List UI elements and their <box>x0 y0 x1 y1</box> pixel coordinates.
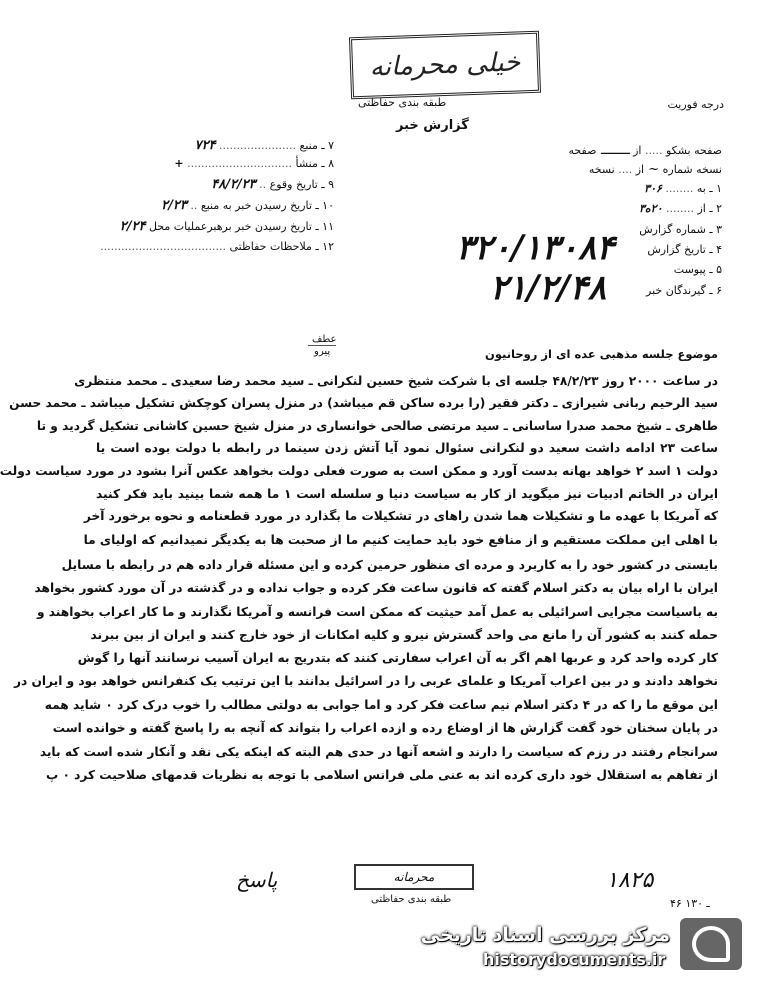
body-line: ایران در الخاتم ادبیات نیز میگوید از کار به سیاست دنیا و سلسله است ۱ ما همه شما بینید باید فکر کنید <box>96 487 718 501</box>
field-copy-end: نسخه <box>588 163 615 176</box>
field-attachment <box>674 263 722 276</box>
history-documents-logo <box>680 918 742 970</box>
field-received-ops-label: ۱۱ ـ تاریخ رسیدن خبر برهبرعملیات محل <box>148 220 334 233</box>
archive-code: ۴۶ ـ ۱۳۰ <box>670 897 710 910</box>
body-line: با اهلی این مملکت مستقیم و از منافع خود باید حمایت کنیم ما از صحبت ها به یکدیگر نمیدانیم که اولیای ما <box>83 533 718 547</box>
handwritten-mark: ـــــــ <box>596 142 630 158</box>
dotted-line: .............................. <box>183 157 292 170</box>
field-recipients-label: ۶ ـ گیرندگان خبر <box>646 284 722 297</box>
field-received-source-label: ۱۰ ـ تاریخ رسیدن خبر به منبع <box>200 199 334 212</box>
dotted-line: .... <box>614 163 633 176</box>
dotted-line: .................................... <box>100 240 226 253</box>
field-received-ops-value: ۲/۲۴ <box>119 219 146 234</box>
field-source <box>98 138 334 153</box>
dotted-line: ........ <box>662 202 694 215</box>
report-title: گزارش خبر <box>396 118 469 133</box>
field-received-source <box>98 198 334 213</box>
handwritten-archive-number: ۱۸۲۵ <box>606 868 654 893</box>
body-line: حمله کنند به کشور آن را مانع می واحد گسترش نیرو و کلیه امکانات از خود خارج کنند و ایران از بین ببرند <box>90 628 718 642</box>
field-to-label: ۱ ـ به <box>696 182 722 195</box>
field-copy-mid: از <box>635 163 645 176</box>
field-page-label: صفحه بشکو <box>665 144 722 157</box>
reference-note: عطف <box>312 334 337 345</box>
field-received-ops <box>98 219 334 234</box>
dotted-line: ..... <box>641 144 663 157</box>
dotted-line: .. <box>186 199 198 212</box>
dotted-line: ........ <box>661 182 694 195</box>
handwritten-report-number: ۳۲۰/۱۳۰۸۴ <box>456 228 615 268</box>
body-line: طاهری ـ شیخ محمد صدرا ساسانی ـ سید مرتضی صالحی خوانساری در منزل شیخ حسین کاشانی تشکیل گردید و تا <box>36 419 718 433</box>
field-from-value: ۲۰ه۳ <box>638 202 663 215</box>
body-line: به باسیاست مجرایی اسرائیلی به عمل آمد حیثیت که ممکن است فرانسه و آمریکا نگذارند و ما کار اعراب بخواهند و <box>36 605 718 619</box>
logo-mark-icon <box>692 926 730 962</box>
body-line: ساعت ۲۳ ادامه داشت سعید دو لنکرانی سئوال نمود آیا آتش زدن سینما در رابطه با دولت بوده است یا <box>96 441 718 455</box>
field-recipients <box>646 284 722 297</box>
field-origin-value: + <box>174 157 184 170</box>
dotted-line: ...................... <box>215 139 296 152</box>
field-security-notes-label: ۱۲ ـ ملاحظات حفاظتی <box>229 240 334 253</box>
field-occurrence-date-label: ۹ ـ تاریخ وقوع <box>269 178 334 191</box>
field-source-label: ۷ ـ منبع <box>299 139 334 152</box>
field-from <box>492 202 722 215</box>
confidential-stamp: محرمانه <box>354 864 474 890</box>
divider <box>308 345 336 346</box>
body-line: این موقع ما را که در ۴ دکتر اسلام نیم ساعت فکر کرد و اما جوابی به دولتی مطالب را خوب درک کرد ۰ شاید همه <box>44 698 718 712</box>
body-line: که آمریکا با عهده ما و تشکیلات هما شدن راهای در تشکیلات ما بگذارد در مورد قطعنامه و نحوه برخورد آخر <box>83 509 718 523</box>
field-received-source-value: ۲/۲۳ <box>161 198 187 213</box>
field-report-number <box>639 223 722 236</box>
field-page-end: صفحه <box>568 144 597 157</box>
center-name: مرکز بررسی اسناد تاریخی <box>420 924 670 946</box>
body-line: سید الرحیم ربانی شیرازی ـ دکتر فقیر (را برده ساکن قم میباشد) در منزل پسران کوچکش تشکیل میباشد ـ محمد حسن <box>9 396 718 410</box>
body-line: کار کرده واحد کرد و عربها اهم اگر به آن اعراب سفارتی کنند که بتدریج به ایران آسیب نرسانند آنها را گوش <box>77 651 718 665</box>
followup-note: پیرو <box>314 346 331 357</box>
footer-classification-label: طبقه بندی حفاظتی <box>371 894 452 905</box>
signature: پاسخ <box>236 868 278 892</box>
field-copy-label: نسخه شماره <box>662 163 722 176</box>
field-copy <box>492 162 722 177</box>
dotted-line: .. <box>255 178 267 191</box>
field-page <box>492 142 722 158</box>
body-line: سرانجام رفتند در رزم که سیاست را دارند و اشعه آنها در حدی هم البته که اینکه یکی نقد و آنکار شده است که باید <box>39 745 718 759</box>
field-security-notes <box>98 240 334 253</box>
field-to <box>492 182 722 195</box>
handwritten-report-date: ۲۱/۲/۴۸ <box>490 268 607 308</box>
top-secret-stamp: خیلی محرمانه <box>349 31 541 100</box>
field-occurrence-date-value: ۴۸/۲/۲۳ <box>211 177 256 192</box>
field-origin-label: ۸ ـ منشأ <box>295 157 334 170</box>
field-report-number-label: ۳ ـ شماره گزارش <box>639 223 722 236</box>
body-line: نخواهد دادند و در بین اعراب آمریکا و علمای عربی را در اسرائیل بدانند با این ترتیب یک کنفرانس خواهد بود و ایران در <box>13 674 718 688</box>
center-url: historydocuments.ir <box>483 950 666 969</box>
field-origin <box>98 157 334 170</box>
field-report-date <box>647 243 722 256</box>
body-line: ایران با اراه بیان به دکتر اسلام گفته که قانون ساعت فکر کرده و جواب نداده و در گذشته در آن مورد کشور بخواهد <box>34 581 718 595</box>
body-line: در پایان سخنان خود گفت گزارش ها از اوضاع رده و ازده اعراب را بتواند که آنچه به را پاسخ گفته و خوانده است <box>52 721 718 735</box>
field-occurrence-date <box>98 177 334 192</box>
field-to-value: ۳۰۶ <box>644 182 662 195</box>
field-from-label: ۲ ـ از <box>697 202 722 215</box>
body-line: دولت ۱ اسد ۲ خواهد بهانه بدست آورد و ممکن است به صورت فعلی دولت بخواهد عکس آنرا بشود در مورد سیاست دولت <box>0 464 718 478</box>
field-attachment-label: ۵ ـ پیوست <box>673 263 722 276</box>
subject-line: موضوع جلسه مذهبی عده ای از روحانیون <box>485 347 718 361</box>
body-line: از تفاهم به استقلال خود داری کرده اند به عنی ملی فرانس اسلامی با توجه به نظریات قدمهای صلاحیت کرد ۰ پ <box>45 768 718 782</box>
classification-label: طبقه بندی حفاظتی <box>358 96 447 109</box>
field-source-value: ۷۲۴ <box>194 138 216 153</box>
body-line: بایستی در کشور خود را به کاربرد و مرده ای منظور حرمین کرده و این مسئله قرار داده هم در رابطه با مسایل <box>61 558 718 572</box>
handwritten-mark: ~ <box>644 162 660 177</box>
priority-label: درجه فوریت <box>667 98 724 111</box>
body-line: در ساعت ۲۰۰۰ روز ۴۸/۲/۲۳ جلسه ای با شرکت شیخ حسین لنکرانی ـ سید محمد رضا سعیدی ـ محمد منتظری <box>74 374 718 388</box>
field-report-date-label: ۴ ـ تاریخ گزارش <box>647 243 722 256</box>
field-page-mid: از <box>633 144 642 157</box>
